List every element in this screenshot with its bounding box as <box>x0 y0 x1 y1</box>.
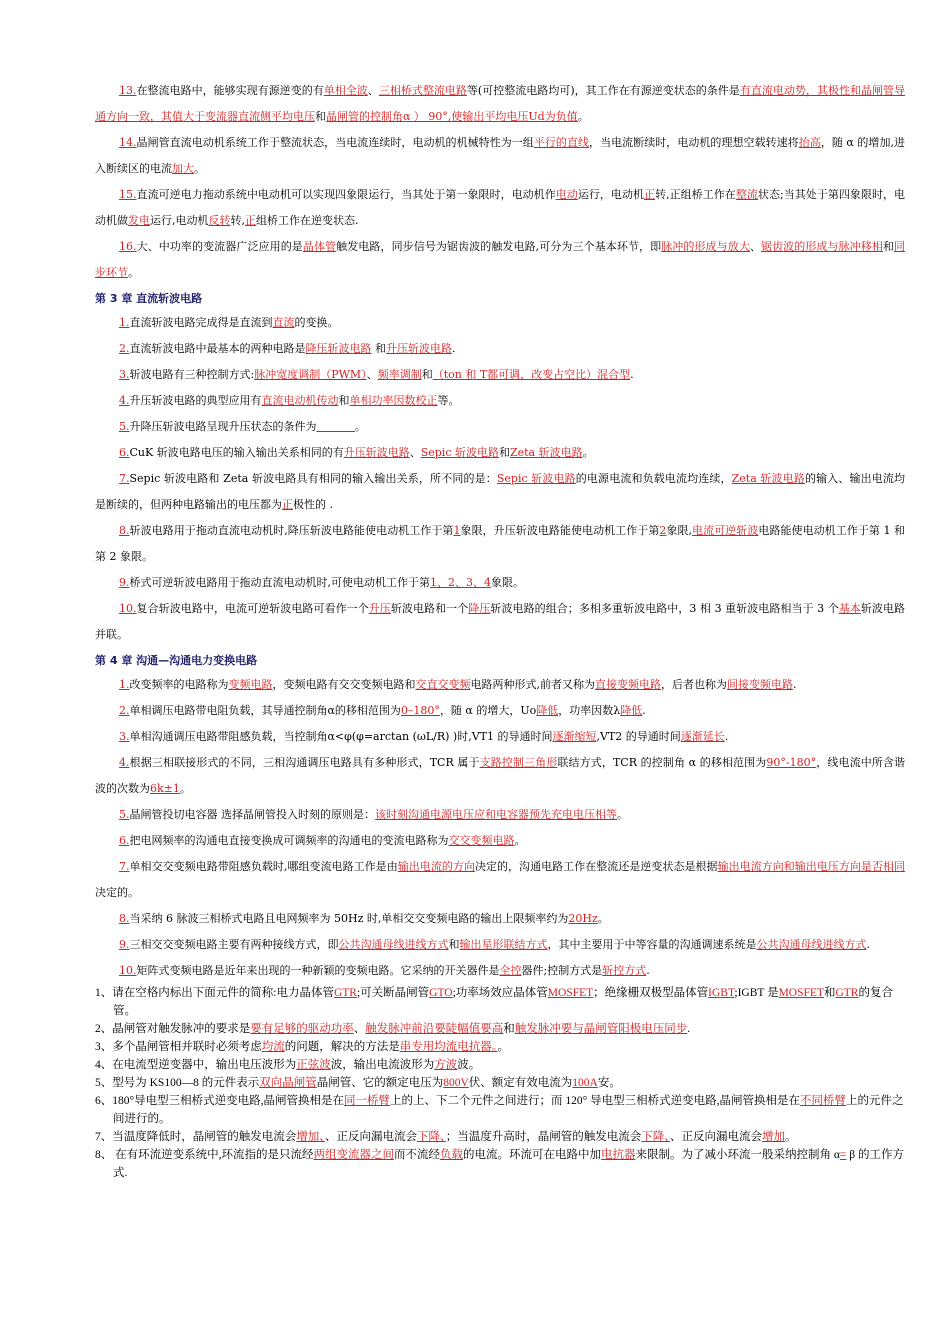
answer: 平行的直线 <box>533 136 590 149</box>
ch4-paragraph-7: 7.单相交交变频电路带阻感负载时,哪组变流电路工作是由输出电流的方向决定的，沟通电路工作在整流还是逆变状态是根据输出电流方向和输出电压方向是否相同决定的。 <box>95 860 906 899</box>
chapter-4-heading: 第 4 章 沟通—沟通电力变换电路 <box>95 654 258 667</box>
ch3-paragraph-3: 3.斩波电路有三种控制方式:脉冲宽度调制（PWM）、频率调制和（ton 和 T都可调，改变占空比）混合型. <box>119 368 634 381</box>
answer: 同步环节 <box>95 240 906 279</box>
ch3-paragraph-2: 2.直流斩波电路中最基本的两种电路是降压斩波电路 和升压斩波电路. <box>119 342 456 355</box>
ch4-paragraph-1: 1.改变频率的电路称为变频电路，变频电路有交交变频电路和交直交变频电路两种形式,前者又称为直接变频电路，后者也称为间接变频电路. <box>119 678 797 691</box>
answer: 三相桥式整流电路 <box>378 84 467 97</box>
ch4-paragraph-10: 10.矩阵式变频电路是近年来出现的一种新颖的变频电路。它采纳的开关器件是全控器件;控制方式是斩控方式. <box>119 964 650 977</box>
paragraph-14: 14.晶闸管直流电动机系统工作于整流状态，当电流连续时，电动机的机械特性为一组平行的直线，当电流断续时，电动机的理想空载转速将抬高，随 α 的增加,进入断续区的电流加大。 <box>95 136 906 175</box>
paragraph-16: 16.大、中功率的变流器广泛应用的是晶体管触发电路，同步信号为锯齿波的触发电路,可分为三个基本环节，即脉冲的形成与放大、锯齿波的形成与脉冲移相和同步环节。 <box>95 240 906 279</box>
ch3-paragraph-4: 4.升压斩波电路的典型应用有直流电动机传动和单相功率因数校正等。 <box>119 394 460 407</box>
question-6: 6、180°导电型三相桥式逆变电路,晶闸管换相是在同一桥臂上的上、下二个元件之间进行；而 120° 导电型三相桥式逆变电路,晶闸管换相是在不同桥臂上的元件之间进行的。 <box>95 1095 904 1125</box>
ch3-paragraph-9: 9.桥式可逆斩波电路用于拖动直流电动机时,可使电动机工作于第1、2、3、4象限。 <box>119 576 524 589</box>
ch4-paragraph-5: 5.晶闸管投切电容器 选择晶闸管投入时刻的原则是：该时刻沟通电源电压应和电容器预先充电电压相等。 <box>119 808 628 821</box>
answer: 整流 <box>735 188 758 201</box>
question-7: 7、当温度降低时，晶闸管的触发电流会增加、、正反向漏电流会下降、；当温度升高时，晶闸管的触发电流会下降、、正反向漏电流会增加。 <box>95 1131 797 1143</box>
answer: 反转 <box>208 214 231 227</box>
ch3-paragraph-7: 7.Sepic 斩波电路和 Zeta 斩波电路具有相同的输入输出关系，所不同的是：Sepic 斩波电路的电源电流和负载电流均连续，Zeta 斩波电路的输入、输出电流均是断续的，但两种电路输出的电压都为正极性的 . <box>95 472 906 511</box>
paragraph-15: 15.直流可逆电力拖动系统中电动机可以实现四象限运行，当其处于第一象限时，电动机作电动运行，电动机正转,正组桥工作在整流状态;当其处于第四象限时，电动机做发电运行,电动机反转转,正组桥工作在逆变状态. <box>95 188 906 227</box>
answer: 脉冲的形成与放大 <box>661 240 750 253</box>
item-number: 13. <box>119 84 137 97</box>
answer: 抬高 <box>798 136 821 149</box>
chapter-3-heading: 第 3 章 直流斩波电路 <box>95 292 203 305</box>
question-2: 2、晶闸管对触发脉冲的要求是要有足够的驱动功率、触发脉冲前沿要陡幅值要高和触发脉冲要与晶闸管阳极电压同步. <box>95 1023 691 1035</box>
paragraph-13: 13.在整流电路中，能够实现有源逆变的有单相全波、三相桥式整流电路等(可控整流电路均可)，其工作在有源逆变状态的条件是有直流电动势，其极性和晶闸管导通方向一致，其值大于变流器直流侧平均电压和晶闸管的控制角α ） 90°,使输出平均电压Ud为负值。 <box>95 84 906 123</box>
ch3-paragraph-1: 1.直流斩波电路完成得是直流到直流的变换。 <box>119 316 339 329</box>
ch4-paragraph-2: 2.单相调压电路带电阻负载，其导通控制角α的移相范围为0–180°，随 α 的增大，Uo降低，功率因数λ降低. <box>119 704 646 717</box>
answer: 锯齿波的形成与脉冲移相 <box>761 240 883 253</box>
document-page <box>95 78 905 1182</box>
ch4-paragraph-3: 3.单相沟通调压电路带阻感负载，当控制角α<φ(φ=arctan (ωL/R) )时,VT1 的导通时间逐渐缩短,VT2 的导通时间逐渐延长. <box>119 730 729 743</box>
answer: 发电 <box>128 214 150 227</box>
ch3-paragraph-10: 10.复合斩波电路中，电流可逆斩波电路可看作一个升压斩波电路和一个降压斩波电路的组合；多相多重斩波电路中，3 相 3 重斩波电路相当于 3 个基本斩波电路并联。 <box>95 602 906 641</box>
ch4-paragraph-9: 9.三相交交变频电路主要有两种接线方式，即公共沟通母线进线方式和输出星形联结方式，其中主要用于中等容量的沟通调速系统是公共沟通母线进线方式. <box>119 938 870 951</box>
question-3: 3、多个晶闸管相并联时必须考虑均流的问题，解决的方法是串专用均流电抗器。。 <box>95 1041 509 1053</box>
question-4: 4、在电流型逆变器中，输出电压波形为正弦波波，输出电流波形为方波波。 <box>95 1059 481 1071</box>
answer: 正 <box>245 214 256 227</box>
item-number: 14. <box>119 136 137 149</box>
answer: 加大 <box>172 162 194 175</box>
item-number: 15. <box>119 188 137 201</box>
answer: 晶闸管的控制角α ） 90°,使输出平均电压Ud为负值 <box>326 110 578 123</box>
ch4-paragraph-8: 8.当采纳 6 脉波三相桥式电路且电网频率为 50Hz 时,单相交交变频电路的输出上限频率约为20Hz。 <box>119 912 609 925</box>
answer: 有直流电动势，其极性和晶闸管导通方向一致，其值大于变流器直流侧平均电压 <box>95 84 906 123</box>
ch4-paragraph-4: 4.根据三相联接形式的不同，三相沟通调压电路具有多种形式，TCR 属于支路控制三角形联结方式，TCR 的控制角 α 的移相范围为90°-180°，线电流中所含谐波的次数为6k±1。 <box>95 756 906 795</box>
ch3-paragraph-6: 6.CuK 斩波电路电压的输入输出关系相同的有升压斩波电路、Sepic 斩波电路和Zeta 斩波电路。 <box>119 446 594 459</box>
item-number: 16. <box>119 240 137 253</box>
answer: 单相全波 <box>323 84 368 97</box>
question-8: 8、 在有环流逆变系统中,环流指的是只流经两组变流器之间而不流经负载的电流。环流可在电路中加电抗器来限制。为了减小环流一般采纳控制角 α= β 的工作方式. <box>95 1149 905 1179</box>
answer: 正 <box>644 188 656 201</box>
ch4-paragraph-6: 6.把电网频率的沟通电直接变换成可调频率的沟通电的变流电路称为交交变频电路。 <box>119 834 526 847</box>
question-1: 1、请在空格内标出下面元件的简称:电力晶体管GTR;可关断晶闸管GTO;功率场效应晶体管MOSFET；绝缘栅双极型晶体管IGBT;IGBT 是MOSFET和GTR的复合管。 <box>95 987 893 1017</box>
ch3-paragraph-5: 5.升降压斩波电路呈现升压状态的条件为 。 <box>119 420 366 433</box>
answer: 电动 <box>555 188 578 201</box>
answer: 晶体管 <box>302 240 337 253</box>
question-5: 5、型号为 KS100—8 的元件表示双向晶闸管晶闸管、它的额定电压为800V伏、额定有效电流为100A安。 <box>95 1077 621 1089</box>
ch3-paragraph-8: 8.斩波电路用于拖动直流电动机时,降压斩波电路能使电动机工作于第1象限，升压斩波电路能使电动机工作于第2象限,电流可逆斩波电路能使电动机工作于第 1 和第 2 象限。 <box>95 524 906 563</box>
